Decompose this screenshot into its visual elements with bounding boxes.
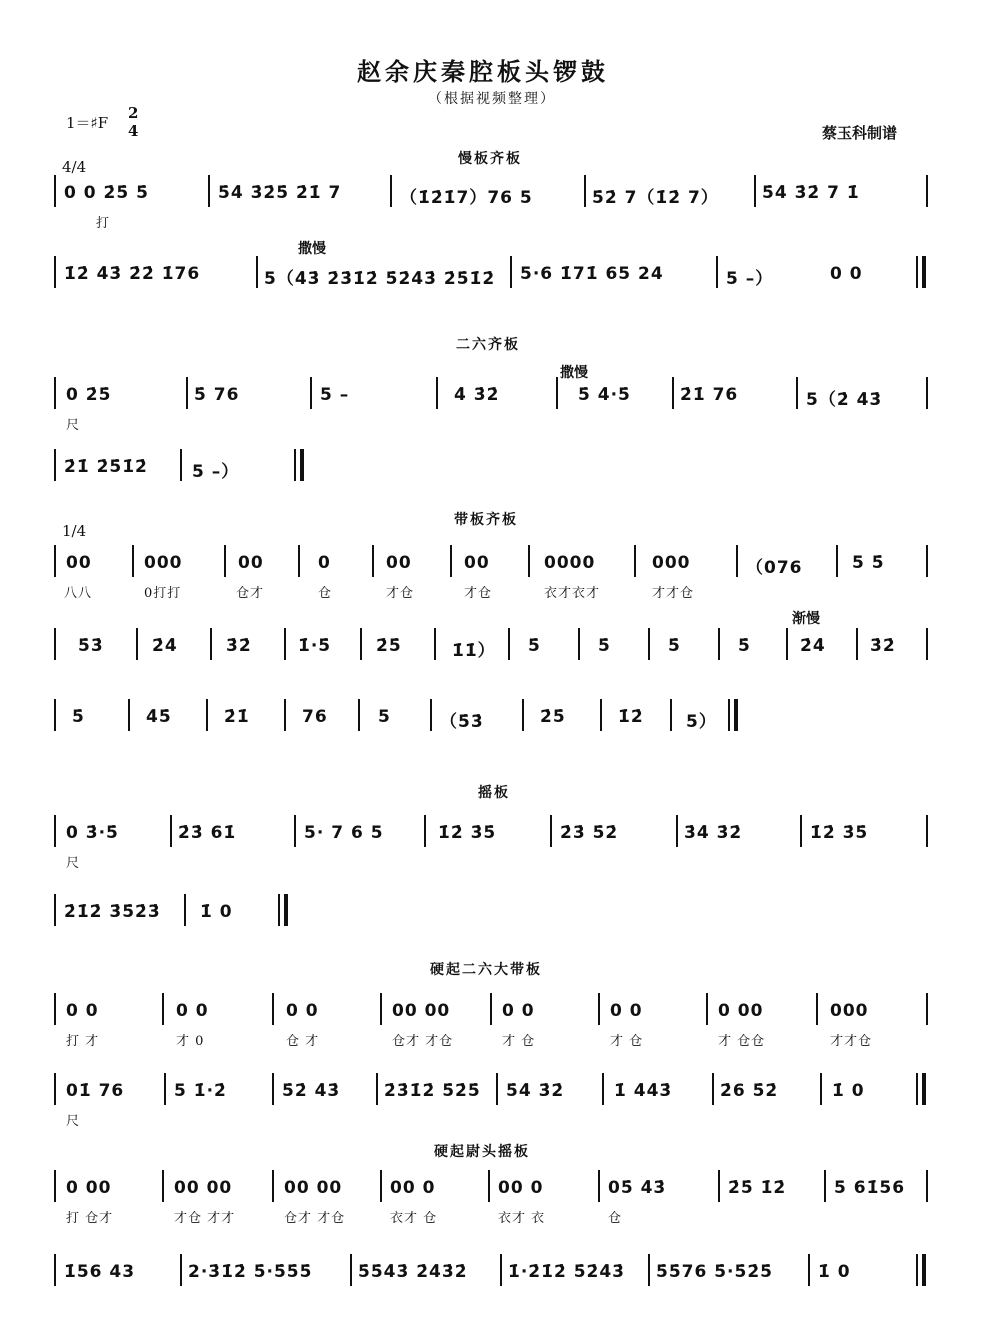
barline <box>272 1073 274 1105</box>
barline <box>916 1073 918 1105</box>
barline <box>926 1170 928 1202</box>
barline <box>210 628 212 660</box>
barline <box>728 699 730 731</box>
measure: 76 <box>302 707 328 727</box>
barline <box>706 993 708 1025</box>
measure: 0 2̇5̇ <box>66 385 112 405</box>
measure: 2̇4̇ <box>800 636 826 656</box>
barline <box>54 175 56 207</box>
barline <box>916 256 918 288</box>
measure: 5（4̇3̇ 2̇3̇1̇2̇ 5̇2̇4̇3̇ 2̇5̇1̇2̇ <box>264 269 496 289</box>
barline <box>186 377 188 409</box>
percussion-syllable: 尺 <box>66 856 81 871</box>
measure: 00 <box>66 553 92 573</box>
percussion-syllable: 仓 <box>608 1211 623 1226</box>
barline <box>376 1073 378 1105</box>
barline <box>926 628 928 660</box>
measure: 3̇4̇ 3̇2̇ <box>684 823 743 843</box>
measure: 000 <box>652 553 691 573</box>
measure: 2̇1̇2̇ 3̇5̇2̇3̇ <box>64 902 161 922</box>
measure: 5̇ 4̇·5̇ <box>578 385 631 405</box>
barline <box>54 1170 56 1202</box>
percussion-syllable: 仓才 <box>236 586 265 601</box>
barline <box>180 449 182 481</box>
measure: 1̇2̇ <box>618 707 644 727</box>
barline <box>54 993 56 1025</box>
barline <box>436 377 438 409</box>
barline <box>634 545 636 577</box>
barline <box>360 628 362 660</box>
percussion-syllable: 打 <box>96 216 111 231</box>
barline <box>578 628 580 660</box>
measure: 5̇3̇ <box>78 636 104 656</box>
measure: 5̇ <box>598 636 611 656</box>
measure: 00 00 <box>284 1178 343 1198</box>
barline <box>54 815 56 847</box>
final-barline <box>734 699 738 731</box>
tempo-mark: 撒慢 <box>560 365 588 381</box>
barline <box>54 1254 56 1286</box>
final-barline <box>922 256 926 288</box>
barline <box>926 377 928 409</box>
percussion-syllable: 才仓 才才 <box>174 1211 236 1226</box>
barline <box>754 175 756 207</box>
percussion-syllable: 仓才 才仓 <box>284 1211 346 1226</box>
measure: 1̇56 43 <box>64 1262 136 1282</box>
measure: 000 <box>830 1001 869 1021</box>
measure: 5 –） <box>726 269 774 289</box>
measure: 5（2̇ 4̇3̇ <box>806 390 883 410</box>
percussion-syllable: 才才仓 <box>652 586 695 601</box>
measure: 0 00 <box>66 1178 112 1198</box>
measure: 5· 7 6 5 <box>304 823 384 843</box>
percussion-syllable: 才 仓仓 <box>718 1034 766 1049</box>
measure: 1̇ 4̇4̇3̇ <box>614 1081 673 1101</box>
measure: 1̇ 0 <box>200 902 233 922</box>
barline <box>256 256 258 288</box>
measure: 2̇5̇ <box>540 707 566 727</box>
barline <box>298 545 300 577</box>
barline <box>54 628 56 660</box>
barline <box>380 993 382 1025</box>
barline <box>162 993 164 1025</box>
measure: 00 <box>386 553 412 573</box>
percussion-syllable: 八八 <box>64 586 93 601</box>
measure: 00 00 <box>174 1178 233 1198</box>
percussion-syllable: 才仓 <box>464 586 493 601</box>
percussion-syllable: 才 仓 <box>502 1034 536 1049</box>
measure: 0 3̇·5̇ <box>66 823 119 843</box>
barline <box>528 545 530 577</box>
measure: 5 – <box>320 385 350 405</box>
barline <box>372 545 374 577</box>
barline <box>856 628 858 660</box>
barline <box>390 175 392 207</box>
barline <box>824 1170 826 1202</box>
barline <box>54 449 56 481</box>
measure: 0 0 <box>830 264 863 284</box>
barline <box>648 628 650 660</box>
measure: 5̇5̇4̇3̇ 2̇4̇3̇2̇ <box>358 1262 468 1282</box>
measure: 5̇4̇ 3̇2̇ <box>506 1081 565 1101</box>
measure: 0 <box>318 553 331 573</box>
barline <box>670 699 672 731</box>
barline <box>510 256 512 288</box>
barline <box>224 545 226 577</box>
percussion-syllable: 衣才衣才 <box>544 586 601 601</box>
barline <box>712 1073 714 1105</box>
page-title: 赵余庆秦腔板头锣鼓 <box>357 57 609 86</box>
tempo-mark: 撒慢 <box>298 241 326 257</box>
measure: 2̇4̇ <box>152 636 178 656</box>
percussion-syllable: 0打打 <box>144 586 182 601</box>
barline <box>54 377 56 409</box>
measure: 0000 <box>544 553 596 573</box>
percussion-syllable: 尺 <box>66 418 81 433</box>
barline <box>272 1170 274 1202</box>
percussion-syllable: 衣才 衣 <box>498 1211 546 1226</box>
barline <box>54 699 56 731</box>
barline <box>598 1170 600 1202</box>
barline <box>310 377 312 409</box>
final-barline <box>300 449 304 481</box>
barline <box>816 993 818 1025</box>
final-barline <box>922 1073 926 1105</box>
measure: 1̇2̇ 3̇5̇ <box>810 823 869 843</box>
measure: 2̇5̇ <box>376 636 402 656</box>
barline <box>434 628 436 660</box>
barline <box>54 545 56 577</box>
measure: 5 –） <box>192 462 240 482</box>
measure: 2̇1̇ <box>224 707 250 727</box>
barline <box>602 1073 604 1105</box>
measure: 5̇ 76 <box>194 385 240 405</box>
barline <box>926 545 928 577</box>
measure: 4̇ 3̇2̇ <box>454 385 500 405</box>
barline <box>184 894 186 926</box>
percussion-syllable: 尺 <box>66 1114 81 1129</box>
percussion-syllable: 仓 <box>318 586 333 601</box>
barline <box>294 815 296 847</box>
measure: 0 0 <box>286 1001 319 1021</box>
barline <box>836 545 838 577</box>
measure: 00 <box>238 553 264 573</box>
measure: 00 <box>464 553 490 573</box>
measure: 5̇2̇ 7（1̇2̇ 7） <box>592 188 719 208</box>
key-signature: 1＝♯F <box>66 114 109 132</box>
barline <box>54 1073 56 1105</box>
measure: 000 <box>144 553 183 573</box>
measure: 2̇6 5̇2̇ <box>720 1081 779 1101</box>
measure: 01̇ 76 <box>66 1081 125 1101</box>
section-title: 慢板齐板 <box>458 151 522 167</box>
percussion-syllable: 才才仓 <box>830 1034 873 1049</box>
measure: 5̇4̇ 3̇2̇5̇ 2̇1̇ 7 <box>218 183 342 203</box>
barline <box>926 175 928 207</box>
barline <box>522 699 524 731</box>
barline <box>430 699 432 731</box>
barline <box>350 1254 352 1286</box>
barline <box>170 815 172 847</box>
percussion-syllable: 打 仓才 <box>66 1211 114 1226</box>
barline <box>508 628 510 660</box>
measure: 0 0 <box>502 1001 535 1021</box>
measure: 5 1̇·2̇ <box>174 1081 227 1101</box>
tempo-mark: 渐慢 <box>792 611 820 627</box>
percussion-syllable: 仓才 才仓 <box>392 1034 454 1049</box>
barline <box>786 628 788 660</box>
barline <box>648 1254 650 1286</box>
barline <box>284 699 286 731</box>
barline <box>808 1254 810 1286</box>
barline <box>128 699 130 731</box>
section-title: 二六齐板 <box>456 337 520 353</box>
barline <box>718 1170 720 1202</box>
time-signature-top: 2 <box>128 104 139 122</box>
measure: 5̇4̇ 3̇2̇ 7 1̇ <box>762 183 860 203</box>
measure: 2̇1̇ 76 <box>680 385 739 405</box>
measure: 05̇ 4̇3̇ <box>608 1178 667 1198</box>
barline <box>132 545 134 577</box>
barline <box>180 1254 182 1286</box>
measure: 1̇·5̇ <box>298 636 332 656</box>
barline <box>584 175 586 207</box>
measure: 00 0 <box>390 1178 436 1198</box>
barline <box>162 1170 164 1202</box>
barline <box>450 545 452 577</box>
measure: 5 <box>378 707 391 727</box>
barline <box>424 815 426 847</box>
barline <box>796 377 798 409</box>
measure: 5·6 1̇71̇ 65 24 <box>520 264 664 284</box>
barline <box>206 699 208 731</box>
section-title: 硬起尉头摇板 <box>434 1144 530 1160</box>
measure: 2·3̇1̇2̇ 5̇·5̇5̇5̇ <box>188 1262 313 1282</box>
percussion-syllable: 才 0 <box>176 1034 205 1049</box>
barline <box>284 628 286 660</box>
barline <box>736 545 738 577</box>
measure: 00 00 <box>392 1001 451 1021</box>
page-subtitle: （根据视频整理） <box>428 91 556 107</box>
measure: 0 00 <box>718 1001 764 1021</box>
barline <box>488 1170 490 1202</box>
measure: 5） <box>686 712 717 732</box>
measure: 2̇3̇ 5̇2̇ <box>560 823 619 843</box>
barline <box>926 815 928 847</box>
barline <box>556 377 558 409</box>
measure: 0 0 <box>610 1001 643 1021</box>
time-signature-bottom: 4 <box>128 122 139 140</box>
measure: 00 0 <box>498 1178 544 1198</box>
measure: 0 0 <box>66 1001 99 1021</box>
measure: 5̇ <box>738 636 751 656</box>
measure: 2̇1̇ 2̇5̇1̇2̇ <box>64 457 148 477</box>
measure: 5̇2̇ 4̇3̇ <box>282 1081 341 1101</box>
measure: （5̇3̇ <box>440 712 484 732</box>
measure: 5 61̇56 <box>834 1178 906 1198</box>
barline <box>54 894 56 926</box>
measure: 1̇2̇ 3̇5̇ <box>438 823 497 843</box>
measure: 2̇3̇ 61̇ <box>178 823 237 843</box>
barline <box>208 175 210 207</box>
barline <box>800 815 802 847</box>
measure: （1̇2̇1̇7）76 5 <box>400 188 533 208</box>
measure: 3̇2̇ <box>870 636 896 656</box>
barline <box>916 1254 918 1286</box>
barline <box>500 1254 502 1286</box>
percussion-syllable: 打 才 <box>66 1034 100 1049</box>
section-title: 硬起二六大带板 <box>430 962 542 978</box>
measure: 5̇ <box>72 707 85 727</box>
barline <box>490 993 492 1025</box>
measure: 0 0 2̇5̇ 5̇ <box>64 183 149 203</box>
barline <box>164 1073 166 1105</box>
barline <box>380 1170 382 1202</box>
measure: 1̇ 0 <box>818 1262 851 1282</box>
measure: 2̇5̇ 1̇2̇ <box>728 1178 787 1198</box>
meter-mark: 1/4 <box>62 522 87 540</box>
barline <box>600 699 602 731</box>
barline <box>272 993 274 1025</box>
section-title: 带板齐板 <box>454 512 518 528</box>
measure: 1̇2̇ 4̇3̇ 2̇2̇ 1̇76 <box>64 264 201 284</box>
barline <box>718 628 720 660</box>
percussion-syllable: 衣才 仓 <box>390 1211 438 1226</box>
barline <box>278 894 280 926</box>
measure: 2̇3̇1̇2̇ 5̇2̇5̇ <box>384 1081 481 1101</box>
barline <box>672 377 674 409</box>
measure: 1̇·2̇1̇2̇ 5̇2̇4̇3̇ <box>508 1262 626 1282</box>
barline <box>54 256 56 288</box>
measure: 5̇ <box>528 636 541 656</box>
barline <box>550 815 552 847</box>
barline <box>716 256 718 288</box>
section-title: 摇板 <box>478 785 510 801</box>
barline <box>598 993 600 1025</box>
measure: 5̇ <box>668 636 681 656</box>
barline <box>926 993 928 1025</box>
meter-mark: 4/4 <box>62 158 87 176</box>
measure: 0 0 <box>176 1001 209 1021</box>
percussion-syllable: 才 仓 <box>610 1034 644 1049</box>
measure: 4̇5̇ <box>146 707 172 727</box>
barline <box>496 1073 498 1105</box>
barline <box>820 1073 822 1105</box>
barline <box>136 628 138 660</box>
barline <box>676 815 678 847</box>
measure: 5̇5̇76 5̇·5̇2̇5̇ <box>656 1262 774 1282</box>
measure: 3̇2̇ <box>226 636 252 656</box>
barline <box>358 699 360 731</box>
measure: （076 <box>746 558 803 578</box>
barline <box>294 449 296 481</box>
measure: 1̇ 0 <box>832 1081 865 1101</box>
author-credit: 蔡玉科制谱 <box>822 124 898 142</box>
measure: 5 5̇ <box>852 553 885 573</box>
measure: 1̇1̇） <box>452 641 496 661</box>
percussion-syllable: 仓 才 <box>286 1034 320 1049</box>
final-barline <box>922 1254 926 1286</box>
final-barline <box>284 894 288 926</box>
percussion-syllable: 才仓 <box>386 586 415 601</box>
